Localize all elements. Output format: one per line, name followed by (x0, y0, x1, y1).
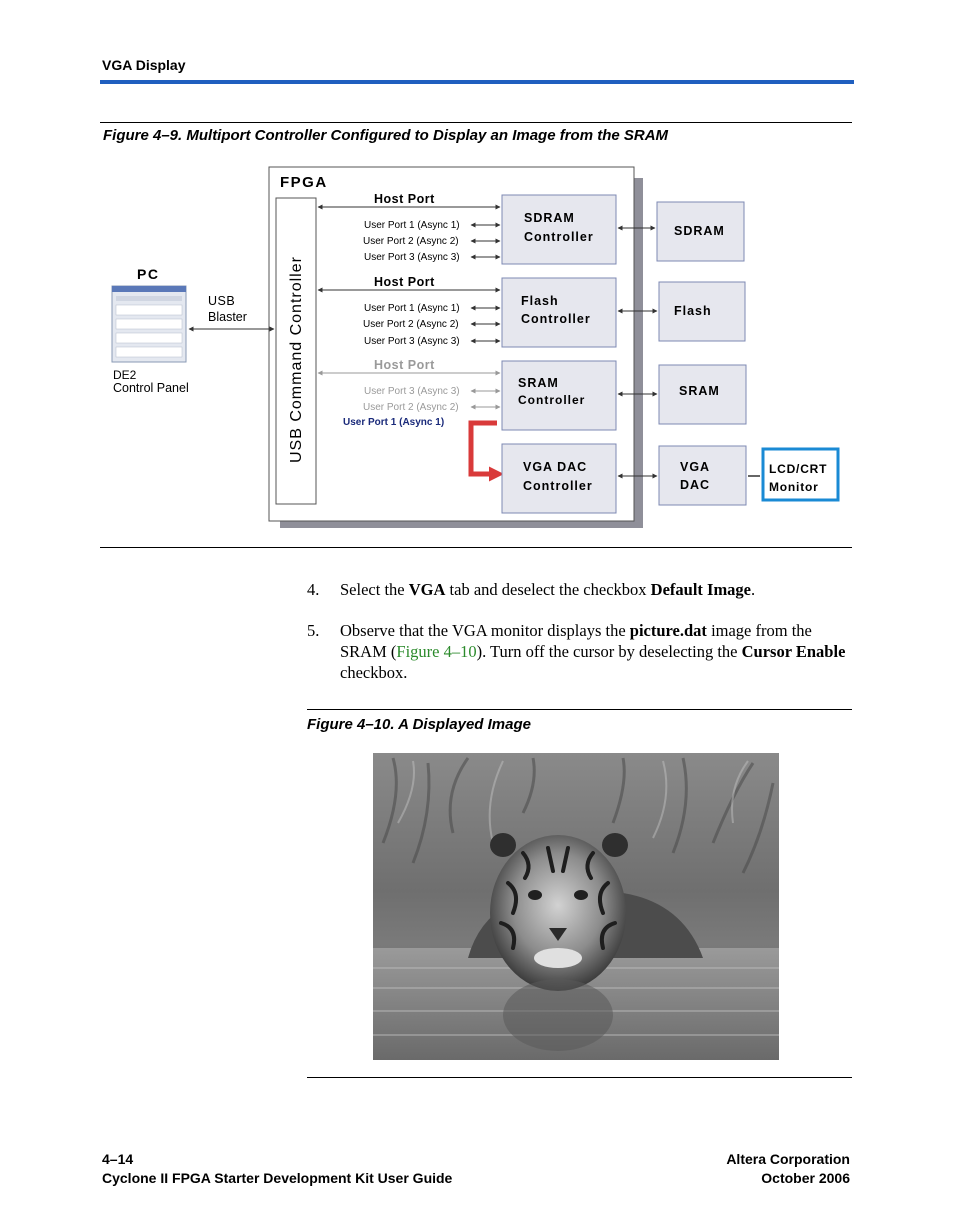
step-text-part: Select the (340, 580, 409, 599)
sram-controller-label: Controller (518, 393, 586, 407)
multiport-diagram (100, 160, 854, 540)
step-text-part: . (751, 580, 756, 599)
pc-label: PC (137, 266, 160, 282)
step-text (340, 620, 852, 683)
flash-label: Flash (674, 304, 712, 318)
figure-cross-reference-link[interactable]: Figure 4–10 (396, 642, 477, 661)
flash-controller-label: Controller (521, 312, 591, 326)
step-number: 4. (307, 580, 320, 599)
user-port-3-label: User Port 3 (Async 3) (364, 386, 460, 397)
sdram-controller-label: SDRAM (524, 211, 575, 225)
guide-title: Cyclone II FPGA Starter Development Kit User Guide (102, 1170, 453, 1186)
de2-label: DE2 (113, 368, 137, 382)
figure-top-rule (307, 709, 852, 710)
figure-top-rule (100, 122, 852, 123)
figure-bottom-rule (307, 1077, 852, 1078)
vga-dac-box (659, 446, 746, 505)
tiger-photo (373, 753, 779, 1060)
user-port-3-label: User Port 3 (Async 3) (364, 252, 460, 263)
host-port-label: Host Port (374, 275, 435, 289)
step-text-part: tab and deselect the checkbox (445, 580, 651, 599)
monitor-label: LCD/CRT (769, 462, 828, 476)
step-bold-term: Cursor Enable (741, 642, 846, 661)
flash-controller-label: Flash (521, 294, 559, 308)
user-port-1-active-label: User Port 1 (Async 1) (343, 417, 445, 428)
user-port-2-label: User Port 2 (Async 2) (363, 236, 459, 247)
company-name: Altera Corporation (726, 1151, 850, 1167)
vga-dac-label: VGA (680, 460, 711, 474)
fpga-label: FPGA (280, 174, 328, 191)
monitor-label: Monitor (769, 480, 819, 494)
sdram-controller-label: Controller (524, 230, 594, 244)
user-port-2-label: User Port 2 (Async 2) (363, 402, 459, 413)
step-bold-term: Default Image (650, 580, 752, 599)
sram-label: SRAM (679, 384, 720, 398)
vga-dac-controller-label: Controller (523, 479, 593, 493)
sdram-label: SDRAM (674, 224, 725, 238)
user-port-3-label: User Port 3 (Async 3) (364, 336, 460, 347)
usb-command-controller-label: USB Command Controller (288, 256, 305, 463)
vga-dac-controller-label: VGA DAC (523, 460, 588, 474)
usb-label: USB (208, 294, 236, 308)
figure-bottom-rule (100, 547, 852, 548)
blaster-label: Blaster (208, 310, 247, 324)
user-port-2-label: User Port 2 (Async 2) (363, 319, 459, 330)
step-text-part: ). Turn off the cursor by deselecting the (476, 642, 742, 661)
figure-caption: Figure 4–10. A Displayed Image (307, 716, 531, 733)
step-text (340, 579, 852, 600)
vga-dac-label: DAC (680, 478, 711, 492)
publication-date: October 2006 (761, 1170, 850, 1186)
sram-controller-label: SRAM (518, 376, 559, 390)
control-panel-screenshot (112, 286, 186, 362)
step-text-part: Observe that the VGA monitor displays the (340, 621, 630, 640)
user-port-1-label: User Port 1 (Async 1) (364, 220, 460, 231)
control-panel-label: Control Panel (113, 381, 189, 395)
host-port-label: Host Port (374, 358, 435, 372)
section-title: VGA Display (102, 57, 186, 73)
user-port-1-label: User Port 1 (Async 1) (364, 303, 460, 314)
step-bold-term: picture.dat (629, 621, 707, 640)
figure-caption: Figure 4–9. Multiport Controller Configured to Display an Image from the SRAM (103, 127, 669, 144)
header-rule (100, 80, 854, 84)
step-text-part: checkbox. (340, 663, 408, 682)
step-number: 5. (307, 621, 320, 640)
host-port-label: Host Port (374, 192, 435, 206)
step-bold-term: VGA (408, 580, 446, 599)
page-number: 4–14 (102, 1151, 134, 1167)
step-text-part: image from the SRAM ( (340, 621, 812, 661)
